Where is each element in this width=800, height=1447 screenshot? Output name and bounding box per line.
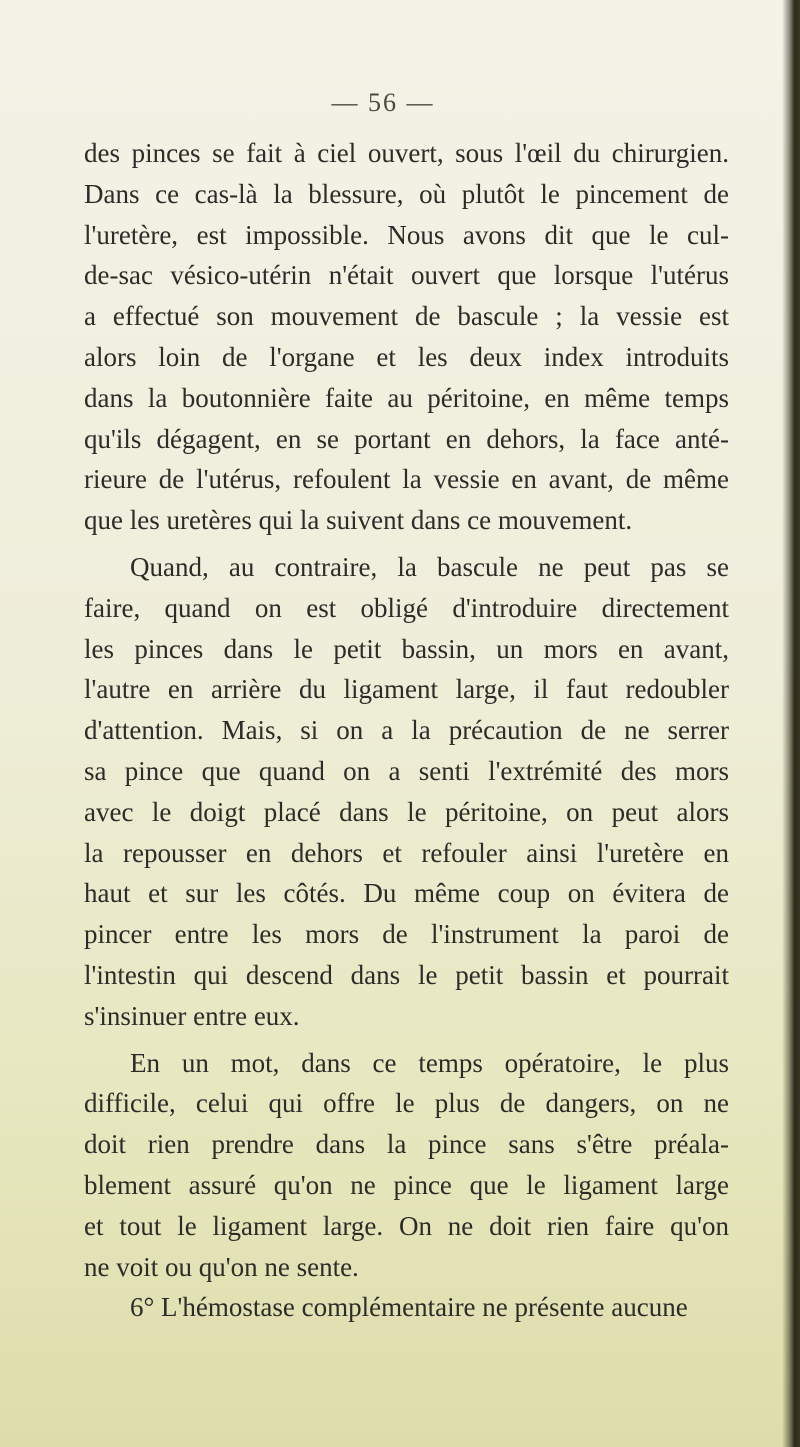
text-line: rieure de l'utérus, refoulent la vessie en avant, de même [84, 464, 729, 495]
text-line: l'intestin qui descend dans le petit bassin et pourrait [84, 959, 729, 990]
text-line: a effectué son mouvement de bascule ; la vessie est [84, 301, 729, 332]
text-line: difficile, celui qui offre le plus de dangers, on ne [84, 1088, 729, 1119]
text-line: doit rien prendre dans la pince sans s'être préala- [84, 1129, 729, 1160]
page-number: — 56 — [331, 88, 435, 117]
text-line: s'insinuer entre eux. [84, 1000, 300, 1031]
text-line: d'attention. Mais, si on a la précaution de ne serrer [84, 715, 729, 746]
text-line: les pinces dans le petit bassin, un mors en avant, [84, 633, 729, 664]
text-line: faire, quand on est obligé d'introduire directement [84, 592, 729, 623]
paragraph-2 [84, 547, 729, 1037]
text-line: l'uretère, est impossible. Nous avons dit que le cul- [84, 219, 729, 250]
text-line: l'autre en arrière du ligament large, il faut redoubler [84, 674, 729, 705]
paragraph-1 [84, 133, 729, 541]
text-line: sa pince que quand on a senti l'extrémité des mors [84, 755, 729, 786]
paragraph-4 [84, 1287, 729, 1328]
text-line: alors loin de l'organe et les deux index introduits [84, 341, 729, 372]
text-line: qu'ils dégagent, en se portant en dehors, la face anté- [84, 423, 729, 454]
text-line: 6° L'hémostase complémentaire ne présente aucune [130, 1292, 688, 1323]
text-line: de-sac vésico-utérin n'était ouvert que lorsque l'utérus [84, 260, 729, 291]
text-line: la repousser en dehors et refouler ainsi l'uretère en [84, 837, 729, 868]
text-line: blement assuré qu'on ne pince que le ligament large [84, 1169, 729, 1200]
text-line: Dans ce cas-là la blessure, où plutôt le pincement de [84, 178, 729, 209]
body-text [84, 133, 729, 1328]
text-line: haut et sur les côtés. Du même coup on évitera de [84, 878, 729, 909]
text-line: et tout le ligament large. On ne doit rien faire qu'on [84, 1210, 729, 1241]
text-line: avec le doigt placé dans le péritoine, on peut alors [84, 796, 729, 827]
text-line: En un mot, dans ce temps opératoire, le plus [130, 1047, 729, 1078]
text-line: pincer entre les mors de l'instrument la paroi de [84, 919, 729, 950]
paragraph-3 [84, 1043, 729, 1288]
text-line: ne voit ou qu'on ne sente. [84, 1251, 359, 1282]
text-line: Quand, au contraire, la bascule ne peut pas se [130, 551, 729, 582]
text-line: que les uretères qui la suivent dans ce mouvement. [84, 505, 633, 536]
text-line: des pinces se fait à ciel ouvert, sous l'œil du chirurgien. [84, 138, 729, 168]
text-line: dans la boutonnière faite au péritoine, en même temps [84, 382, 729, 413]
page-binding-edge [782, 0, 800, 1447]
